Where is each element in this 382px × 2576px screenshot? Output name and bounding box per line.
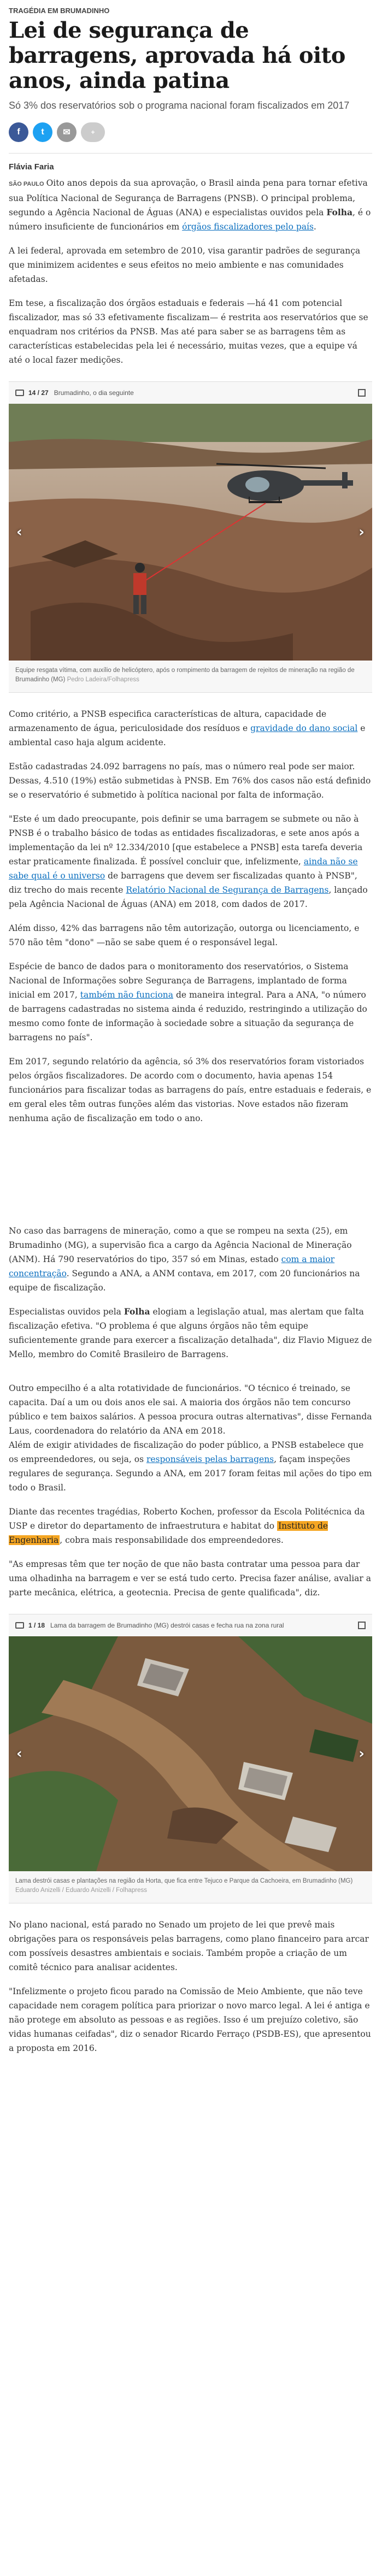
paragraph xyxy=(9,1305,372,1361)
rescue-helicopter-photo xyxy=(9,404,372,661)
paragraph-text: , cobra mais responsabilidade dos empreendedores. xyxy=(60,1535,284,1545)
header-divider xyxy=(9,153,372,154)
article-kicker[interactable]: TRAGÉDIA EM BRUMADINHO xyxy=(9,7,110,15)
gallery-counter: 14 / 27 xyxy=(28,389,49,397)
paragraph: A lei federal, aprovada em setembro de 2010, visa garantir padrões de segurança que minimizem acidentes e seus efeitos no meio ambiente e nas comunidades afetadas. xyxy=(9,246,361,284)
paragraph-text: , é o número insuficiente de funcionários em xyxy=(9,208,371,232)
article-link[interactable]: com a maior concentração xyxy=(9,1254,335,1278)
paragraph: No plano nacional, está parado no Senado um projeto de lei que prevê mais obrigações para os responsáveis pelas barragens, como plano financeiro para arcar com possíveis desastres ambientais e sociais. Também propõe a criação de um comitê técnico para analisar acidentes. xyxy=(9,1920,369,1972)
facebook-icon: f xyxy=(17,127,20,137)
paragraph-text: , lançado pela Agência Nacional de Águas (ANA) em 2018, com dados de 2017. xyxy=(9,885,368,909)
gallery-header xyxy=(9,382,372,404)
fullscreen-icon[interactable] xyxy=(358,389,366,397)
article-link[interactable]: também não funciona xyxy=(80,990,174,1000)
twitter-icon: t xyxy=(41,127,44,137)
paragraph xyxy=(9,959,372,1045)
article-headline: Lei de segurança de barragens, aprovada há oito anos, ainda patina xyxy=(9,17,345,93)
photo-credit: Pedro Ladeira/Folhapress xyxy=(67,676,139,683)
photo-caption xyxy=(9,661,372,692)
previous-photo-button[interactable]: ‹ xyxy=(16,1746,22,1762)
gallery-photo[interactable] xyxy=(9,1636,372,1871)
gallery-header xyxy=(9,1614,372,1636)
email-icon: ✉ xyxy=(63,128,70,137)
caption-text: Equipe resgata vítima, com auxílio de helicóptero, após o rompimento da barragem de rejeitos de mineração na região de Brumadinho (MG) xyxy=(15,667,355,683)
photo-gallery xyxy=(9,381,372,693)
paragraph-text: Espécie de banco de dados para o monitoramento dos reservatórios, o Sistema Nacional de Informações sobre Segurança de Barragens, implantado de forma inicial em 2017, xyxy=(9,962,349,1000)
article-body xyxy=(9,1918,372,2077)
camera-icon xyxy=(15,390,24,396)
paragraph: Em 2017, segundo relatório da agência, só 3% dos reservatórios foram vistoriados pelos órgãos fiscalizadores. De acordo com o documento, havia apenas 154 funcionários para fiscalizar todas as barragens do país, entre estaduais e federais, e em geral eles têm outras funções além das vistorias. Nove estados não fizeram nenhuma ação de fiscalização em todo o ano. xyxy=(9,1057,372,1123)
caption-text: Lama destrói casas e plantações na região da Horta, que fica entre Tejuco e Parque da Cachoeira, em Brumadinho (MG) xyxy=(15,1878,353,1884)
article-body xyxy=(9,1224,372,1600)
author-name[interactable]: Flávia Faria xyxy=(9,162,54,172)
paragraph xyxy=(9,707,372,750)
article-link[interactable]: gravidade do dano social xyxy=(250,723,358,733)
paragraph-text: e ambiental caso haja algum acidente. xyxy=(9,723,366,747)
facebook-share-button[interactable] xyxy=(9,122,28,142)
article-link[interactable]: órgãos fiscalizadores pelo país xyxy=(182,222,314,232)
paragraph-text: "Este é um dado preocupante, pois definir se uma barragem se submete ou não à PNSB é o trabalho básico de todas as entidades fiscalizadoras, e sete anos após a implementação da lei nº 12.334/2010 [que estabelece a PNSB] esta tarefa deveria estar praticamente finalizada. É possível concluir que, infelizmente, xyxy=(9,814,363,866)
paragraph-text: Além de exigir atividades de fiscalização do poder público, a PNSB estabelece que os empreendedores, ou seja, os xyxy=(9,1440,364,1464)
photo-caption xyxy=(9,1871,372,1903)
previous-photo-button[interactable]: ‹ xyxy=(16,524,22,540)
paragraph xyxy=(9,1505,372,1547)
paragraph-text: Diante das recentes tragédias, Roberto Kochen, professor da Escola Politécnica da USP e diretor do departamento de infraestrutura e habitat do xyxy=(9,1507,365,1531)
paragraph-text: Como critério, a PNSB especifica características de altura, capacidade de armazenamento de água, periculosidade dos resíduos e xyxy=(9,709,327,733)
paragraph: "Infelizmente o projeto ficou parado na Comissão de Meio Ambiente, que não teve capacidade nem coragem política para priorizar o novo marco legal. A lei é antiga e não protege em absoluto as pessoas e as regiões. Isso é um prejuízo coletivo, são vidas humanas ceifadas", diz o senador Ricardo Ferraço (PSDB-ES), que apresentou a proposta em 2016. xyxy=(9,1986,371,2053)
paragraph-text: de maneira integral. Para a ANA, "o número de barragens cadastradas no sistema ainda é reduzido, restringindo a utilização do mesmo como fonte de informação à sociedade sobre a situação da segurança de barragens no país". xyxy=(9,990,367,1042)
next-photo-button[interactable]: › xyxy=(359,524,365,540)
paragraph-text: de barragens que devem ser fiscalizadas quanto à PNSB", diz trecho do mais recente xyxy=(9,871,357,895)
camera-icon xyxy=(15,1622,24,1629)
paragraph: Estão cadastradas 24.092 barragens no país, mas o número real pode ser maior. Dessas, 4.510 (19%) estão submetidas à PNSB. Em 76% dos casos não está definido se o reservatório é submetido à política nacional por falta de informação. xyxy=(9,762,371,800)
paragraph xyxy=(9,1224,372,1295)
gallery-counter: 1 / 18 xyxy=(28,1622,45,1629)
gallery-title[interactable]: Lama da barragem de Brumadinho (MG) destrói casas e fecha rua na zona rural xyxy=(50,1622,284,1629)
paragraph-text: No caso das barragens de mineração, como a que se rompeu na sexta (25), em Brumadinho (MG), a supervisão fica a cargo da Agência Nacional de Mineração (ANM). Há 790 reservatórios do tipo, 357 só em Minas, estado xyxy=(9,1226,352,1264)
paragraph xyxy=(9,176,372,234)
next-photo-button[interactable]: › xyxy=(359,1746,365,1762)
paragraph: Além disso, 42% das barragens não têm autorização, outorga ou licenciamento, e 570 não têm "dono" —não se sabe quem é o responsável legal. xyxy=(9,923,360,947)
article-subheadline: Só 3% dos reservatórios sob o programa nacional foram fiscalizados em 2017 xyxy=(9,100,350,111)
more-share-button[interactable] xyxy=(81,122,105,142)
paragraph xyxy=(9,812,372,911)
fullscreen-icon[interactable] xyxy=(358,1622,366,1629)
paragraph-text: . xyxy=(313,222,316,232)
article-body xyxy=(9,707,372,1125)
ad-slot-blank xyxy=(9,1125,372,1224)
paragraph-text: Outro empecilho é a alta rotatividade de funcionários. "O técnico é treinado, se capacita. Daí a um ou dois anos ele sai. A maioria dos órgãos não tem concurso público e tem baixos salários. A pessoa procura outras alternativas", disse Fernanda Laus, coordenadora do relatório da ANA em 2018. xyxy=(9,1383,372,1436)
paragraph: "As empresas têm que ter noção de que não basta contratar uma pessoa para dar uma olhadinha na barragem e ver se está tudo certo. Precisa fazer análise, avaliar a parte mecânica, elétrica, a geotecnia. Precisa de gente qualificada", diz. xyxy=(9,1559,371,1598)
report-link[interactable]: Relatório Nacional de Segurança de Barragens xyxy=(126,885,329,895)
dateline: SÃO PAULO xyxy=(9,181,44,187)
paragraph-text: Oito anos depois da sua aprovação, o Brasil ainda pena para tornar efetiva sua Política Nacional de Segurança de Barragens (PNSB). O principal problema, segundo a Agência Nacional de Águas (ANA) e especialistas ouvidos pela xyxy=(9,178,368,217)
plus-icon: + xyxy=(91,128,95,136)
paragraph-text: Especialistas ouvidos pela xyxy=(9,1307,124,1317)
paragraph-text: . Segundo a ANA, a ANM contava, em 2017, com 20 funcionários na equipe de fiscalização. xyxy=(9,1269,360,1293)
paragraph-text: elogiam a legislação atual, mas alertam que falta fiscalização efetiva. "O problema é que alguns órgãos não têm equipe suficientemente grande para exercer a fiscalização detalhada", diz Flavio Miguez de Mello, membro do Comitê Brasileiro de Barragens. xyxy=(9,1307,372,1359)
twitter-share-button[interactable] xyxy=(33,122,52,142)
paragraph: Em tese, a fiscalização dos órgãos estaduais e federais —há 41 com potencial fiscalizador, mas só 33 efetivamente fiscalizam— é restrita aos reservatórios que se enquadram nos critérios da PNSB. Mas até para saber se as barragens têm as características estabelecidas pela lei é necessário, muitas vezes, que a equipe vá até o local fazer medições. xyxy=(9,298,368,365)
brand-name: Folha xyxy=(326,207,353,217)
brand-name: Folha xyxy=(124,1306,150,1317)
gallery-title[interactable]: Brumadinho, o dia seguinte xyxy=(54,389,134,397)
paragraph xyxy=(9,1381,372,1495)
highlighted-text[interactable]: Instituto de Engenharia xyxy=(9,1521,328,1545)
article-link[interactable]: responsáveis pelas barragens xyxy=(146,1454,274,1464)
email-share-button[interactable] xyxy=(57,122,77,142)
photo-credit: Eduardo Anizelli / Eduardo Anizelli / Folhapress xyxy=(15,1887,148,1894)
photo-gallery xyxy=(9,1614,372,1903)
paragraph-text: , façam inspeções regulares de segurança. Segundo a ANA, em 2017 foram feitas mil ações do tipo em todo o Brasil. xyxy=(9,1454,372,1493)
share-bar xyxy=(9,122,372,142)
article-body xyxy=(9,176,372,367)
article-link[interactable]: ainda não se sabe qual é o universo xyxy=(9,857,358,881)
mudflow-aerial-photo xyxy=(9,1636,372,1871)
gallery-photo[interactable] xyxy=(9,404,372,661)
